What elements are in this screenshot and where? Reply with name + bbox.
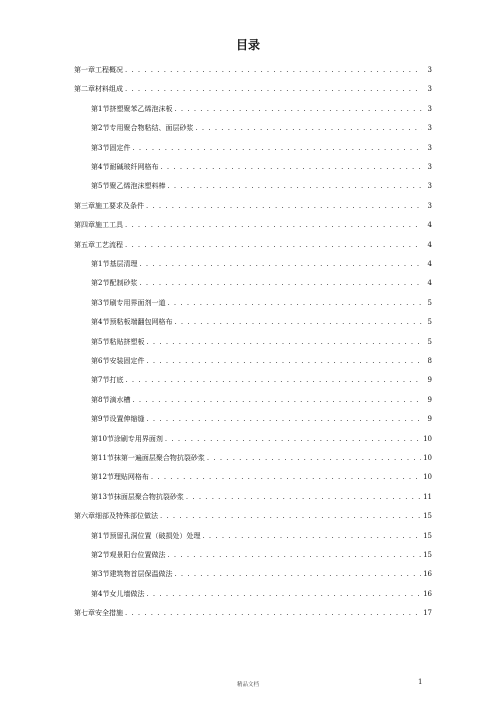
toc-entry-page: 8 [427, 357, 432, 365]
toc-leader-dots [146, 588, 421, 600]
toc-entry-page: 3 [427, 85, 432, 94]
toc-entry-label: 第12节理贴网格布 [91, 473, 149, 482]
toc-entry-label: 第5节聚乙烯泡沫塑料棒 [91, 182, 166, 191]
toc-entry-label: 第4节预粘板端翻包网格布 [91, 318, 173, 327]
toc-entry-label: 第五章工艺流程 [74, 240, 123, 249]
toc-leader-dots [146, 336, 422, 348]
toc-entry-page: 4 [427, 279, 432, 288]
toc-entry[interactable] [91, 336, 432, 348]
toc-leader-dots [160, 161, 422, 173]
toc-entry-page: 3 [427, 124, 432, 133]
toc-entry-page: 15 [423, 512, 432, 521]
toc-entry[interactable] [74, 64, 432, 76]
toc-entry[interactable] [91, 433, 432, 445]
toc-entry[interactable] [91, 258, 432, 270]
toc-entry[interactable] [74, 607, 432, 619]
toc-entry-page: 4 [427, 240, 432, 249]
toc-entry-page: 10 [423, 454, 432, 462]
toc-entry-page: 3 [427, 163, 432, 171]
toc-entry-label: 第七章安全措施 [74, 609, 123, 618]
toc-entry-page: 3 [427, 104, 432, 113]
toc-entry[interactable] [91, 374, 432, 386]
toc-entry-label: 第5节粘贴挤塑板 [91, 337, 145, 346]
toc-leader-dots [165, 433, 421, 445]
toc-entry-label: 第一章工程概况 [74, 66, 123, 74]
toc-entry-page: 9 [427, 415, 432, 424]
toc-entry[interactable] [74, 219, 432, 231]
toc-entry-page: 3 [427, 66, 432, 74]
toc-entry-label: 第6节安装固定件 [91, 357, 145, 365]
toc-entry[interactable] [74, 510, 432, 522]
toc-entry-label: 第2节观景阳台位置做法 [91, 551, 166, 559]
toc-entry-page: 17 [423, 609, 432, 618]
toc-entry[interactable] [74, 83, 432, 95]
toc-leader-dots [125, 607, 421, 619]
toc-entry-page: 9 [427, 376, 432, 385]
toc-entry[interactable] [91, 103, 432, 115]
toc-leader-dots [207, 452, 421, 464]
toc-leader-dots [132, 394, 422, 406]
toc-entry-page: 5 [427, 318, 432, 327]
toc-entry[interactable] [91, 568, 432, 580]
toc-entry-label: 第3节建筑物首层保温做法 [91, 570, 173, 579]
toc-entry[interactable] [91, 491, 432, 503]
toc-leader-dots [139, 277, 422, 289]
toc-leader-dots [167, 549, 421, 561]
toc-entry[interactable] [74, 239, 432, 251]
toc-entry-label: 第四章施工工具 [74, 221, 123, 230]
toc-entry-label: 第二章材料组成 [74, 85, 123, 94]
toc-leader-dots [146, 200, 422, 212]
toc-leader-dots [125, 374, 422, 386]
page-title: 目录 [235, 38, 260, 52]
toc-entry-label: 第10节涂刷专用界面剂 [91, 434, 163, 443]
toc-entry-label: 第六章细部及特殊部位做法 [74, 512, 158, 521]
toc-entry-label: 第7节打底 [91, 376, 124, 385]
toc-entry-page: 3 [427, 201, 432, 210]
toc-entry-label: 第3节固定件 [91, 143, 131, 152]
toc-entry-page: 4 [427, 260, 432, 268]
toc-entry-page: 5 [427, 298, 432, 307]
toc-entry-page: 16 [423, 570, 432, 579]
footer-page-number: 1 [418, 678, 423, 686]
toc-leader-dots [146, 413, 422, 425]
toc-entry-page: 10 [423, 434, 432, 443]
toc-leader-dots [174, 568, 421, 580]
toc-leader-dots [125, 219, 422, 231]
toc-entry[interactable] [91, 161, 432, 173]
toc-leader-dots [125, 239, 422, 251]
toc-entry[interactable] [91, 297, 432, 309]
toc-entry[interactable] [91, 277, 432, 289]
toc-entry-label: 第4节女儿墙做法 [91, 589, 145, 598]
toc-entry-label: 第2节配制砂浆 [91, 279, 138, 288]
toc-leader-dots [167, 180, 422, 192]
toc-leader-dots [151, 471, 421, 483]
toc-leader-dots [174, 316, 422, 328]
toc-entry-page: 16 [423, 589, 432, 598]
toc-entry[interactable] [91, 452, 432, 464]
toc-entry[interactable] [91, 549, 432, 561]
toc-leader-dots [160, 510, 421, 522]
toc-leader-dots [186, 491, 421, 503]
toc-entry-label: 第1节基层清理 [91, 260, 138, 268]
toc-entry-page: 4 [427, 221, 432, 230]
toc-entry-page: 11 [423, 492, 432, 501]
toc-leader-dots [132, 142, 422, 154]
toc-entry[interactable] [91, 588, 432, 600]
toc-entry-label: 第8节滴水槽 [91, 395, 131, 404]
toc-entry-page: 3 [427, 143, 432, 152]
toc-leader-dots [202, 530, 421, 542]
toc-entry-label: 第三章施工要求及条件 [74, 201, 144, 210]
toc-entry-label: 第2节专用聚合物粘结、面层砂浆 [91, 124, 194, 133]
toc-entry-page: 10 [423, 473, 432, 482]
toc-entry-label: 第1节预留孔洞位置（破损处）处理 [91, 531, 201, 540]
toc-entry-page: 15 [423, 551, 432, 559]
toc-entry-label: 第3节刷专用界面剂一道 [91, 298, 166, 307]
toc-entry-label: 第4节耐碱玻纤网格布 [91, 163, 159, 171]
toc-entry-page: 9 [427, 395, 432, 404]
toc-leader-dots [146, 355, 422, 367]
toc-leader-dots [139, 258, 422, 270]
toc-leader-dots [195, 122, 422, 134]
toc-entry[interactable] [91, 355, 432, 367]
toc-entry[interactable] [91, 471, 432, 483]
toc-entry-label: 第13节抹面层聚合物抗裂砂浆 [91, 492, 184, 501]
toc-entry-label: 第11节抹第一遍面层聚合物抗裂砂浆 [91, 454, 205, 462]
toc-entry[interactable] [91, 394, 432, 406]
toc-leader-dots [167, 297, 422, 309]
toc-entry[interactable] [74, 200, 432, 212]
toc-entry-page: 15 [423, 531, 432, 540]
toc-entry[interactable] [91, 530, 432, 542]
toc-entry-page: 5 [427, 337, 432, 346]
toc-leader-dots [174, 103, 422, 115]
toc-entry[interactable] [91, 122, 432, 134]
toc-entry-page: 3 [427, 182, 432, 191]
footer-text: 精品文档 [236, 682, 259, 688]
toc-entry-label: 第1节挤塑聚苯乙烯泡沫板 [91, 104, 173, 113]
toc-entry[interactable] [91, 180, 432, 192]
toc-leader-dots [125, 64, 422, 76]
toc-entry-label: 第9节设置伸缩缝 [91, 415, 145, 424]
toc-leader-dots [125, 83, 422, 95]
toc-entry[interactable] [91, 413, 432, 425]
toc-entry[interactable] [91, 316, 432, 328]
toc-entry[interactable] [91, 142, 432, 154]
